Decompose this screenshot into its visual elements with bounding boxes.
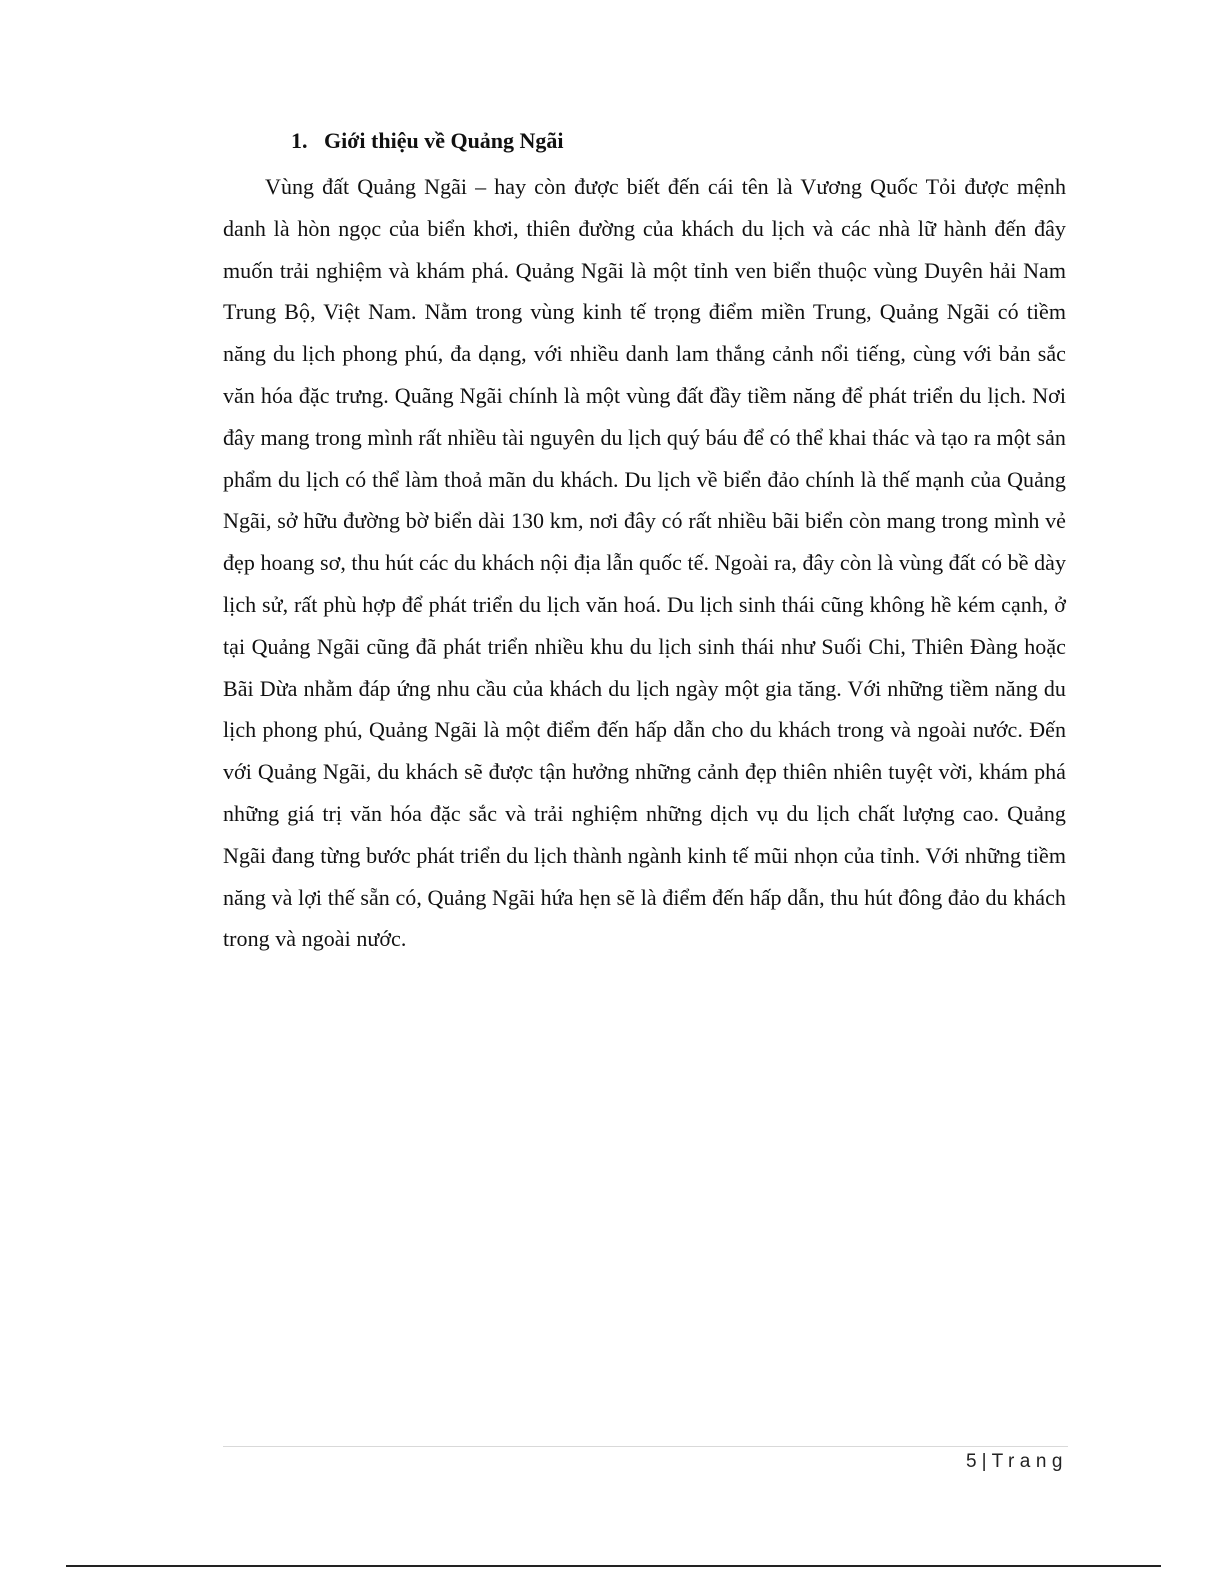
page-bottom-edge xyxy=(66,1565,1161,1567)
footer-separator: | xyxy=(981,1451,987,1472)
section-heading xyxy=(291,126,564,156)
body-paragraph: Vùng đất Quảng Ngãi – hay còn được biết đến cái tên là Vương Quốc Tỏi được mệnh danh là hòn ngọc của biển khơi, thiên đường của khách du lịch và các nhà lữ hành đến đây muốn trải nghiệm và khám phá. Quảng Ngãi là một tỉnh ven biển thuộc vùng Duyên hải Nam Trung Bộ, Việt Nam. Nằm trong vùng kinh tế trọng điểm miền Trung, Quảng Ngãi có tiềm năng du lịch phong phú, đa dạng, với nhiều danh lam thắng cảnh nổi tiếng, cùng với bản sắc văn hóa đặc trưng. Quãng Ngãi chính là một vùng đất đầy tiềm năng để phát triển du lịch. Nơi đây mang trong mình rất nhiều tài nguyên du lịch quý báu để có thể khai thác và tạo ra một sản phẩm du lịch có thể làm thoả mãn du khách. Du lịch về biển đảo chính là thế mạnh của Quảng Ngãi, sở hữu đường bờ biển dài 130 km, nơi đây có rất nhiều bãi biển còn mang trong mình vẻ đẹp hoang sơ, thu hút các du khách nội địa lẫn quốc tế. Ngoài ra, đây còn là vùng đất có bề dày lịch sử, rất phù hợp để phát triển du lịch văn hoá. Du lịch sinh thái cũng không hề kém cạnh, ở tại Quảng Ngãi cũng đã phát triển nhiều khu du lịch sinh thái như Suối Chi, Thiên Đàng hoặc Bãi Dừa nhằm đáp ứng nhu cầu của khách du lịch ngày một gia tăng. Với những tiềm năng du lịch phong phú, Quảng Ngãi là một điểm đến hấp dẫn cho du khách trong và ngoài nước. Đến với Quảng Ngãi, du khách sẽ được tận hưởng những cảnh đẹp thiên nhiên tuyệt vời, khám phá những giá trị văn hóa đặc sắc và trải nghiệm những dịch vụ du lịch chất lượng cao. Quảng Ngãi đang từng bước phát triển du lịch thành ngành kinh tế mũi nhọn của tỉnh. Với những tiềm năng và lợi thế sẵn có, Quảng Ngãi hứa hẹn sẽ là điểm đến hấp dẫn, thu hút đông đảo du khách trong và ngoài nước. xyxy=(223,174,1066,952)
section-title: Giới thiệu về Quảng Ngãi xyxy=(324,128,564,153)
footer-divider xyxy=(223,1446,1068,1447)
page-label: Trang xyxy=(991,1451,1068,1472)
page-footer xyxy=(966,1450,1068,1474)
page-number: 5 xyxy=(966,1451,977,1472)
section-number: 1. xyxy=(291,128,308,153)
